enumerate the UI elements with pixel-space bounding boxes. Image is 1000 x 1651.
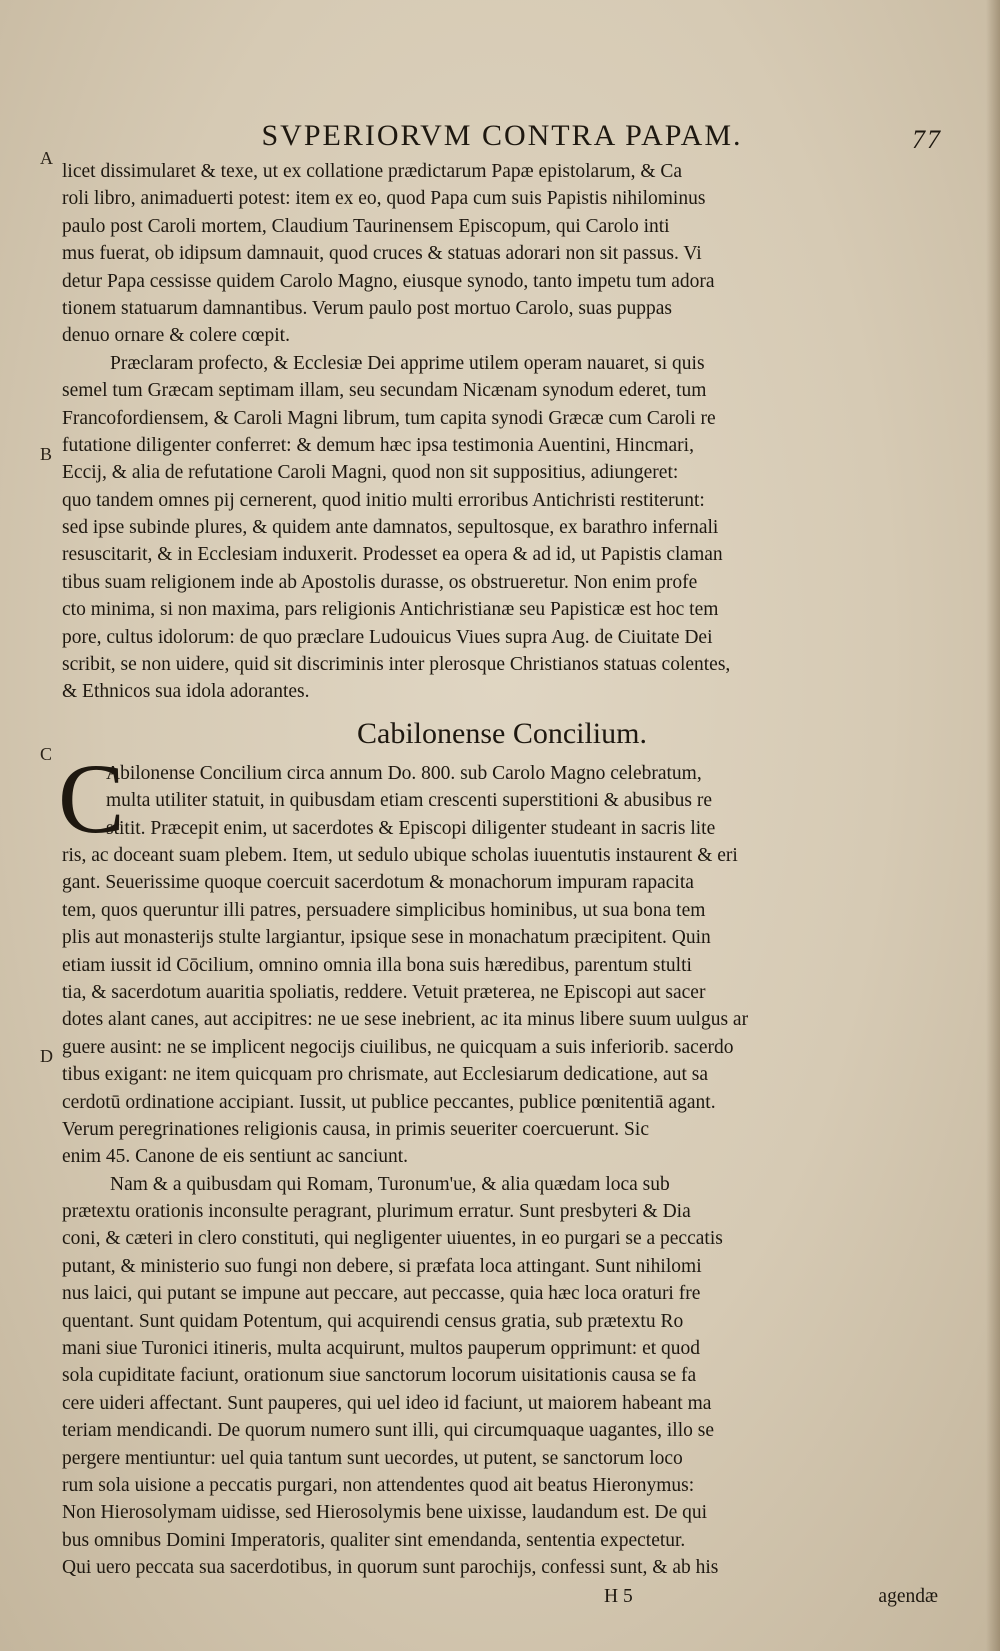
text-line: tionem statuarum damnantibus. Verum paulo post mortuo Carolo, suas puppas	[62, 297, 673, 319]
text-line: futatione diligenter conferret: & demum hæc ipsa testimonia Auentini, Hincmari,	[62, 434, 694, 456]
text-line: cerdotū ordinatione accipiant. Iussit, ut publice peccantes, publice pœnitentiā agant.	[62, 1091, 716, 1113]
text-line: Qui uero peccata sua sacerdotibus, in quorum sunt parochijs, confessi sunt, & ab his	[62, 1557, 719, 1579]
text-line: sed ipse subinde plures, & quidem ante damnatos, sepultosque, ex barathro infernali	[62, 517, 719, 539]
text-line: scribit, se non uidere, quid sit discriminis inter plerosque Christianos statuas colentes,	[62, 654, 731, 676]
text-line: denuo ornare & colere cœpit.	[62, 325, 290, 347]
text-line: sola cupiditate faciunt, orationum siue sanctorum locorum uisitationis causa se fa	[62, 1365, 697, 1387]
signature-mark: H 5	[604, 1585, 633, 1607]
text-line: bus omnibus Domini Imperatoris, qualiter sint emendanda, sententia expectetur.	[62, 1529, 686, 1551]
page-text-block	[58, 116, 942, 1612]
text-line: tibus suam religionem inde ab Apostolis durasse, os obstrueretur. Non enim profe	[62, 571, 698, 593]
text-line: putant, & ministerio suo fungi non debere, si præfata loca attingant. Sunt nihilomi	[62, 1255, 702, 1277]
text-line: Eccij, & alia de refutatione Caroli Magni, quod non sit suppositius, adiungeret:	[62, 462, 679, 484]
text-line: ris, ac doceant suam plebem. Item, ut sedulo ubique scholas iuuentutis instaurent & eri	[62, 844, 738, 866]
text-line: dotes alant canes, aut accipitres: ne ue sese inebrient, ac ita minus libere suum uulgus ar	[62, 1009, 749, 1031]
page-gutter-shadow	[986, 0, 1000, 1651]
text-line: teriam mendicandi. De quorum numero sunt illi, qui circumquaque uagantes, illo se	[62, 1420, 715, 1442]
text-line: coni, & cæteri in clero constituti, qui negligenter uiuentes, in eo purgari se a peccatis	[62, 1228, 723, 1250]
text-line: pergere mentiuntur: uel quia tantum sunt uecordes, ut putent, se sanctorum loco	[62, 1447, 683, 1469]
drop-cap: C	[58, 742, 125, 854]
text-line: tem, quos queruntur illi patres, persuadere simplicibus hominibus, ut sua bona tem	[62, 899, 706, 921]
text-line: multa utiliter statuit, in quibusdam etiam crescenti superstitioni & abusibus re	[106, 790, 713, 812]
text-line: tia, & sacerdotum auaritia spoliatis, reddere. Vetuit præterea, ne Episcopi aut sacer	[62, 981, 706, 1003]
text-line: mus fuerat, ob idipsum damnauit, quod cruces & statuas adorari non sit passus. Vi	[62, 243, 702, 265]
text-line: guere ausint: ne se implicent negocijs ciuilibus, ne quicquam a suis inferiorib. sacerdo	[62, 1036, 734, 1058]
text-line: cere uideri affectant. Sunt pauperes, qui uel ideo id faciunt, ut maiorem habeant ma	[62, 1392, 712, 1414]
text-line: tibus exigant: ne item quicquam pro chrismate, aut Ecclesiarum dedicatione, aut sa	[62, 1064, 708, 1086]
text-line: Non Hierosolymam uidisse, sed Hierosolymis bene uixisse, laudandum est. De qui	[62, 1502, 708, 1524]
page-number: 77	[912, 125, 942, 154]
text-line: mani siue Turonici itineris, multa acquirunt, multos pauperum opprimunt: et quod	[62, 1338, 701, 1360]
catchword: agendæ	[878, 1585, 938, 1607]
text-line: etiam iussit id Cōcilium, omnino omnia illa bona suis hæredibus, parentum stulti	[62, 954, 692, 976]
text-line: detur Papa cessisse quidem Carolo Magno, eiusque synodo, tanto impetu tum adora	[62, 270, 715, 292]
text-line: rum sola uisione a peccatis purgari, non attendentes quod ait beatus Hieronymus:	[62, 1474, 695, 1496]
running-header	[62, 116, 942, 156]
section-heading: Cabilonense Concilium.	[357, 716, 647, 750]
text-line: roli libro, animaduerti potest: item ex eo, quod Papa cum suis Papistis nihilominus	[62, 188, 706, 210]
text-line: gant. Seuerissime quoque coercuit sacerdotum & monachorum impuram rapacita	[62, 872, 694, 894]
text-line: Abilonense Concilium circa annum Do. 800. sub Carolo Magno celebratum,	[106, 762, 702, 784]
text-line: Francofordiensem, & Caroli Magni librum, tum capita synodi Græcæ cum Caroli re	[62, 407, 716, 429]
text-line: cto minima, si non maxima, pars religionis Antichristianæ seu Papisticæ est hoc tem	[62, 599, 719, 621]
margin-letter-d: D	[40, 1046, 53, 1066]
running-title: SVPERIORVM CONTRA PAPAM.	[261, 119, 743, 152]
paragraph-3	[62, 760, 942, 1171]
text-line: Præclaram profecto, & Ecclesiæ Dei apprime utilem operam nauaret, si quis	[110, 352, 705, 374]
margin-letter-a: A	[40, 148, 53, 168]
text-line: prætextu orationis inconsulte peragrant, plurimum erratur. Sunt presbyteri & Dia	[62, 1201, 691, 1223]
margin-letter-c: C	[40, 744, 53, 764]
text-line: resuscitarit, & in Ecclesiam induxerit. Prodesset ea opera & ad id, ut Papistis claman	[62, 544, 723, 566]
paragraph-3-container	[58, 742, 942, 1171]
text-line: quo tandem omnes pij cernerent, quod initio multi erroribus Antichristi restiterunt:	[62, 489, 705, 511]
text-line: semel tum Græcam septimam illam, seu secundam Nicænam synodum ederet, tum	[62, 380, 707, 402]
paragraph-1	[62, 158, 942, 350]
margin-letter-b: B	[40, 444, 53, 464]
text-line: licet dissimularet & texe, ut ex collatione prædictarum Papæ epistolarum, & Ca	[62, 161, 683, 182]
text-line: stitit. Præcepit enim, ut sacerdotes & Episcopi diligenter studeant in sacris lite	[106, 817, 716, 839]
paragraph-2	[62, 350, 942, 706]
text-line: Nam & a quibusdam qui Romam, Turonum'ue, & alia quædam loca sub	[110, 1173, 670, 1195]
text-line: nus laici, qui putant se impune aut peccare, aut peccasse, quia hæc loca oraturi fre	[62, 1283, 701, 1305]
text-line: paulo post Caroli mortem, Claudium Taurinensem Episcopum, qui Carolo inti	[62, 215, 670, 237]
text-line: enim 45. Canone de eis sentiunt ac sanciunt.	[62, 1146, 409, 1168]
paragraph-4	[62, 1171, 942, 1582]
text-line: quentant. Sunt quidam Potentum, qui acquirendi census gratia, sub prætextu Ro	[62, 1310, 684, 1332]
page-footer	[62, 1582, 942, 1612]
text-line: & Ethnicos sua idola adorantes.	[62, 681, 310, 703]
text-line: Verum peregrinationes religionis causa, in primis seueriter coercuerunt. Sic	[62, 1118, 649, 1140]
text-line: pore, cultus idolorum: de quo præclare Ludouicus Viues supra Aug. de Ciuitate Dei	[62, 626, 713, 648]
text-line: plis aut monasterijs stulte largiantur, ipsique sese in monachatum præcipitent. Quin	[62, 927, 711, 949]
